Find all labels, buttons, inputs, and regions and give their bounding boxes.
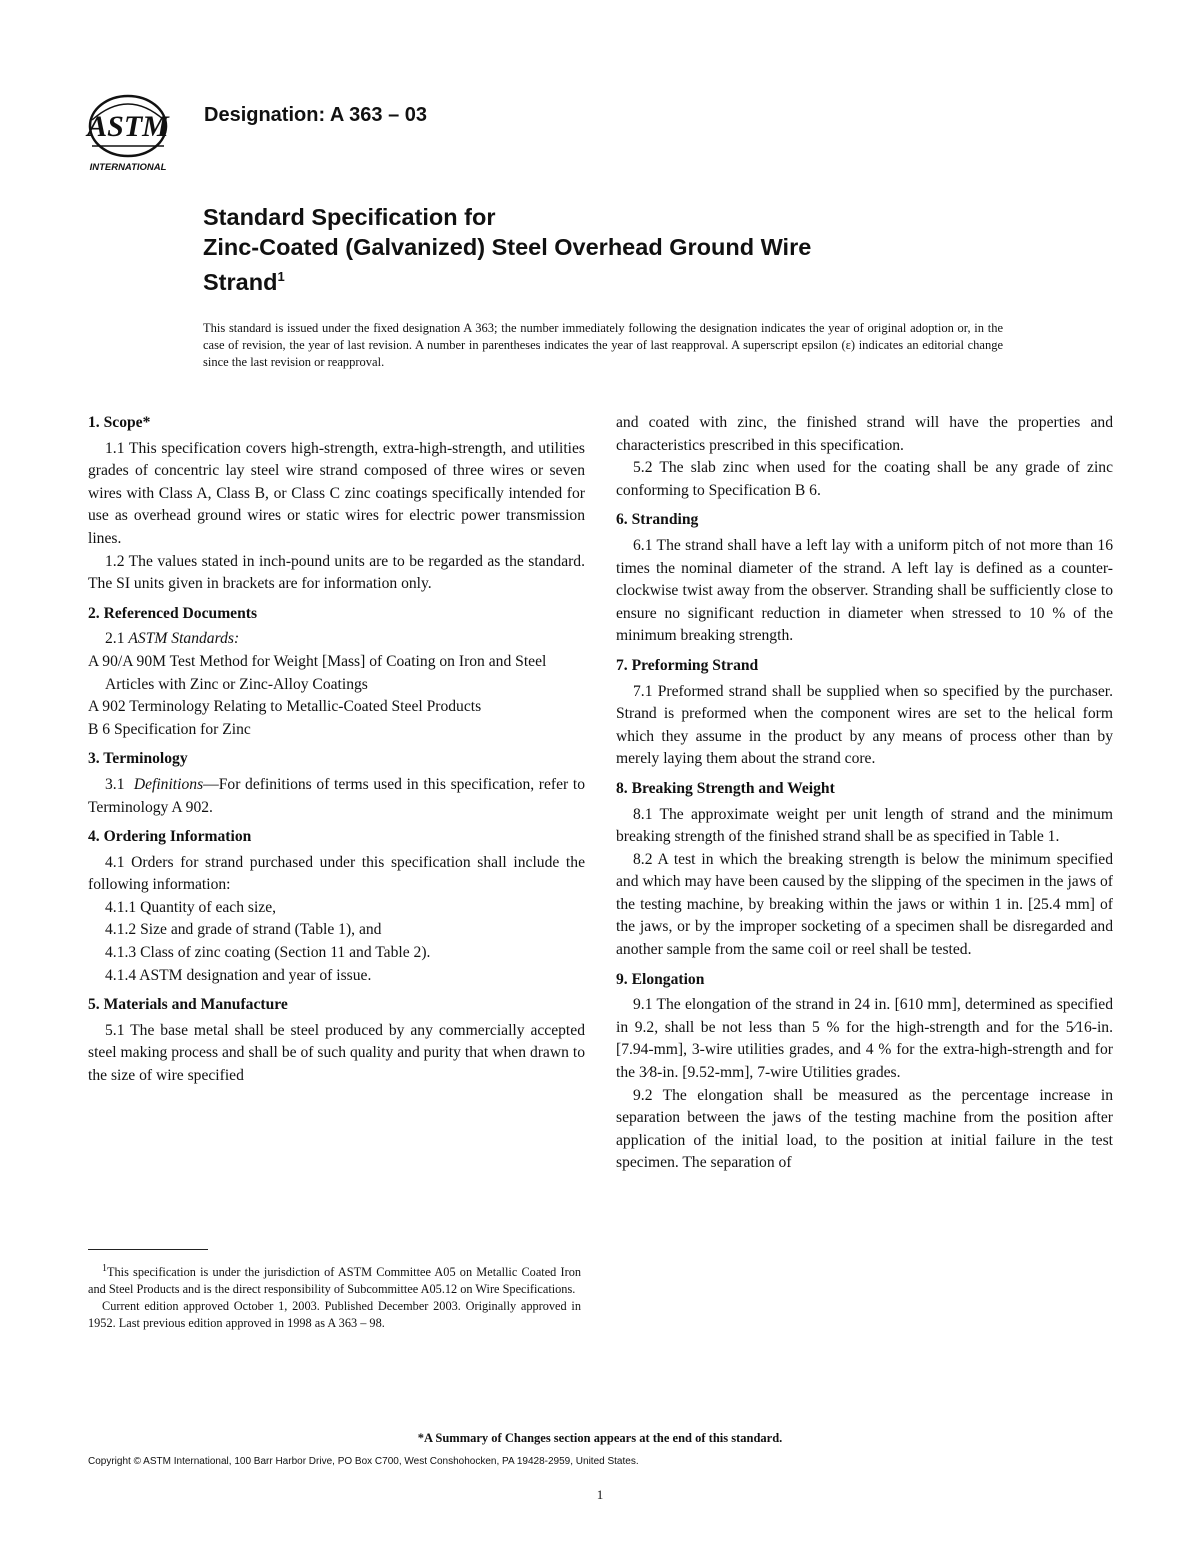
paragraph-5-2: 5.2 The slab zinc when used for the coating shall be any grade of zinc conforming to Specification B 6. [616,459,1113,499]
paragraph-9-1: 9.1 The elongation of the strand in 24 in. [610 mm], determined as specified in 9.2, shall be not less than 5 % for the high-strength and for the 5⁄16-in. [7.94-mm], 3-wire utilities grades, and 4 % for the extra-high-strength and for the 3⁄8-in. [9.52-mm], 7-wire Utilities grades. [616,996,1113,1082]
footnote-2: Current edition approved October 1, 2003. Published December 2003. Originally approved in 1952. Last previous edition approved in 1998 as A 363 – 98. [88,1299,581,1330]
right-column [616,412,1113,1175]
list-item-4-1-3: 4.1.3 Class of zinc coating (Section 11 and Table 2). [105,944,431,962]
paragraph-8-2: 8.2 A test in which the breaking strength is below the minimum specified and which may have been caused by the slipping of the specimen in the jaws of the testing machine, by breaking within the jaws or within 1 in. [25.4 mm] of the jaws, or by the improper socketing of a specimen shall be disregarded and another sample from the same coil or reel shall be tested. [616,850,1113,959]
footnote-1 [88,1260,581,1298]
footnote-mark: 1 [102,1263,107,1274]
section-heading-referenced-documents: 2. Referenced Documents [88,604,258,622]
paragraph-2-1 [88,628,585,651]
footnote-1-text: This specification is under the jurisdiction of ASTM Committee A05 on Metallic Coated Iron and Steel Products and is the direct responsibility of Subcommittee A05.12 on Wire Specifications. [88,1265,581,1296]
section-heading-preforming: 7. Preforming Strand [616,656,759,674]
section-heading-scope: 1. Scope* [88,414,151,431]
logo-word: ASTM [87,110,169,143]
astm-logo [70,92,190,174]
paragraph-6-1: 6.1 The strand shall have a left lay with a uniform pitch of not more than 16 times the nominal diameter of the strand. A left lay is defined as a counter-clockwise twist away from the observer. Stranding shall be sufficiently close to ensure no significant reduction in diameter when stressed to 10 % of the minimum breaking strength. [616,536,1113,645]
section-heading-ordering-information: 4. Ordering Information [88,828,252,846]
document-title [203,202,1103,297]
title-line-3 [203,262,1103,297]
paragraph-8-1: 8.1 The approximate weight per unit length of strand and the minimum breaking strength of the finished strand shall be as specified in Table 1. [616,805,1113,846]
paragraph-2-1-number: 2.1 [105,630,125,648]
footnote-divider [88,1249,208,1250]
paragraph-3-1 [88,774,585,819]
copyright-line: Copyright © ASTM International, 100 Barr Harbor Drive, PO Box C700, West Conshohocken, PA 19428-2959, United States. [88,1456,639,1467]
list-item-4-1-1: 4.1.1 Quantity of each size, [105,898,277,916]
summary-note: *A Summary of Changes section appears at the end of this standard. [417,1431,783,1445]
section-heading-breaking-strength: 8. Breaking Strength and Weight [616,779,835,797]
reference-b6: B 6 Specification for Zinc [88,720,251,738]
list-item-4-1-2: 4.1.2 Size and grade of strand (Table 1), and [105,921,382,939]
paragraph-1-1: 1.1 This specification covers high-strength, extra-high-strength, and utilities grades of concentric lay steel wire strand composed of three wires or seven wires with Class A, Class B, or Class C zinc coatings specifically intended for use as overhead ground wires or static wires for electric power transmission lines. [88,439,585,547]
title-line-1: Standard Specification for [203,204,496,230]
list-item-4-1-4: 4.1.4 ASTM designation and year of issue. [105,966,372,984]
section-heading-materials: 5. Materials and Manufacture [88,996,288,1014]
paragraph-3-1-text: —For definitions of terms used in this specification, refer to Terminology A 902. [88,775,586,816]
issued-note: This standard is issued under the fixed designation A 363; the number immediately following the designation indicates the year of original adoption or, in the case of revision, the year of last revision. A number in parentheses indicates the year of last reapproval. A superscript epsilon (ε) indicates an editorial change since the last revision or reapproval. [203,321,1003,369]
reference-a90: A 90/A 90M Test Method for Weight [Mass] of Coating on Iron and Steel Articles with Zinc or Zinc-Alloy Coatings [88,652,547,693]
paragraph-2-1-italic: ASTM Standards: [128,630,240,648]
section-heading-terminology: 3. Terminology [88,750,188,768]
paragraph-3-1-number: 3.1 [105,775,125,793]
paragraph-1-2: 1.2 The values stated in inch-pound units are to be regarded as the standard. The SI units given in brackets are for information only. [88,552,585,593]
reference-a902: A 902 Terminology Relating to Metallic-Coated Steel Products [88,698,482,716]
title-line-3-text: Strand [203,269,278,295]
left-column [88,412,585,1088]
footnotes [88,1260,581,1332]
paragraph-5-1-continued: and coated with zinc, the finished strand will have the properties and characteristics prescribed in this specification. [616,414,1113,454]
section-heading-stranding: 6. Stranding [616,511,699,529]
paragraph-9-2: 9.2 The elongation shall be measured as the percentage increase in separation between the jaws of the testing machine from the position after application of the initial load, to the position at initial failure in the test specimen. The separation of [616,1086,1113,1172]
section-heading-elongation: 9. Elongation [616,970,705,988]
title-footnote-mark: 1 [277,269,285,284]
paragraph-3-1-italic: Definitions [133,775,204,793]
paragraph-7-1: 7.1 Preformed strand shall be supplied when so specified by the purchaser. Strand is preformed when the component wires are set to the helical form which they assume in the product by any means of process other than by merely laying them about the strand core. [616,682,1113,768]
logo-subtitle: INTERNATIONAL [89,162,167,173]
designation: Designation: A 363 – 03 [204,104,428,126]
title-line-2: Zinc-Coated (Galvanized) Steel Overhead Ground Wire [203,234,812,260]
astm-logo-icon [70,92,190,174]
paragraph-5-1: 5.1 The base metal shall be steel produced by any commercially accepted steel making process and shall be of such quality and purity that when drawn to the size of wire specified [88,1021,585,1085]
page-number: 1 [596,1487,604,1502]
paragraph-4-1: 4.1 Orders for strand purchased under this specification shall include the following information: [88,853,585,894]
